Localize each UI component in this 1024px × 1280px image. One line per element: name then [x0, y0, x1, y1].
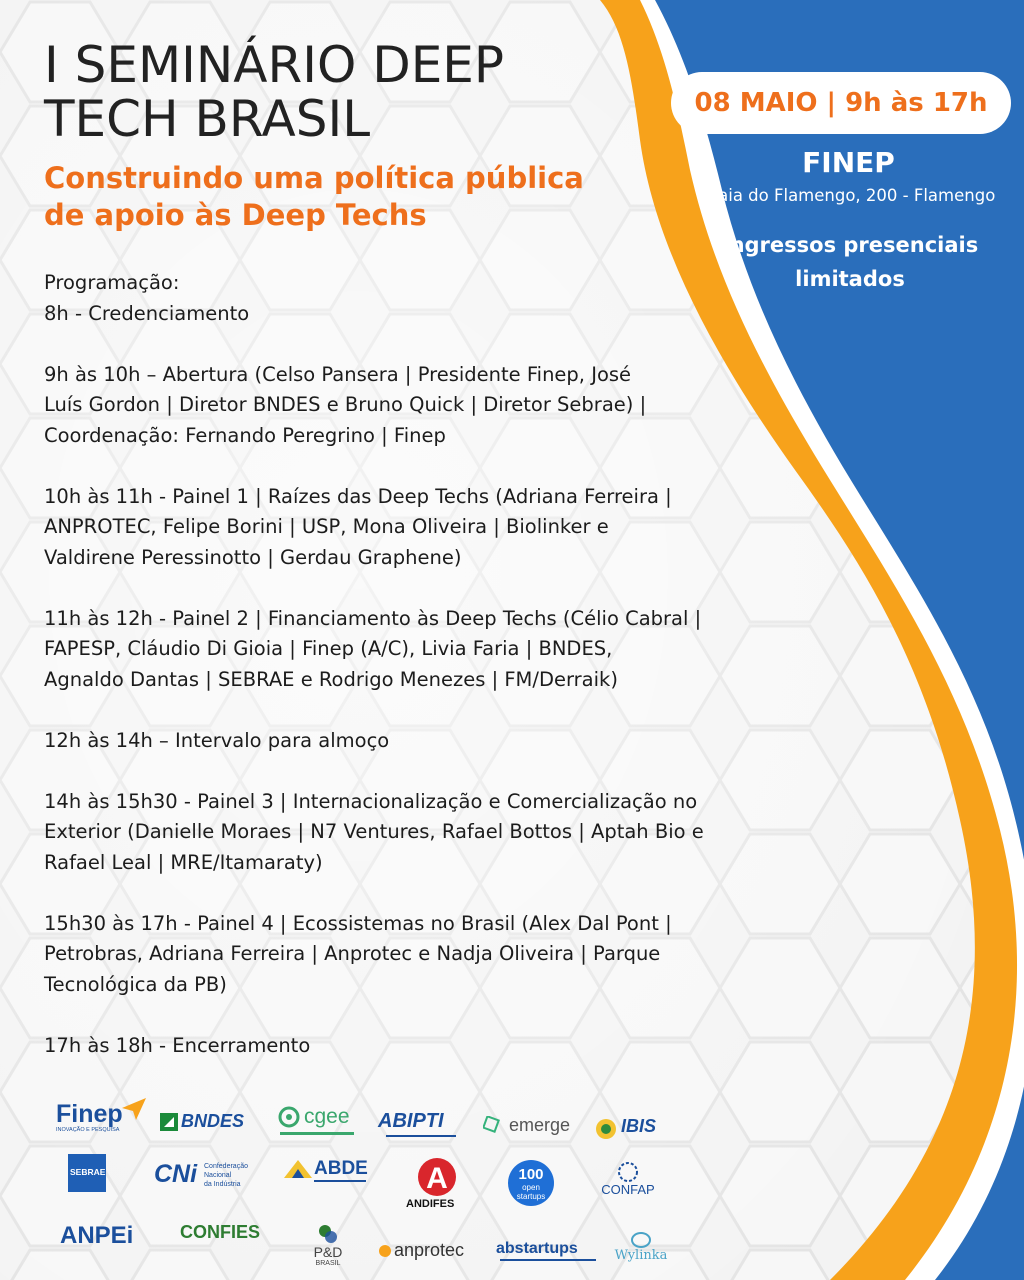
- schedule-item: [44, 360, 784, 452]
- schedule-heading: Programação:: [44, 271, 180, 294]
- schedule-line: 15h30 às 17h - Painel 4 | Ecossistemas no Brasil (Alex Dal Pont |: [44, 911, 672, 935]
- pd-brasil-logo: P&D BRASIL: [306, 1224, 350, 1278]
- confies-logo: CONFIES: [180, 1222, 261, 1242]
- tickets-line-1: Ingressos presenciais: [721, 233, 979, 257]
- schedule-line: FAPESP, Cláudio Di Gioia | Finep (A/C), Livia Faria | BNDES,: [44, 637, 613, 660]
- schedule-item: [44, 1031, 784, 1062]
- schedule-line: 9h às 10h – Abertura (Celso Pansera | Presidente Finep, José: [44, 362, 632, 386]
- schedule-line: 17h às 18h - Encerramento: [44, 1033, 311, 1057]
- date-time-badge: 08 MAIO | 9h às 17h: [671, 72, 1011, 134]
- abde-triangle-icon: [284, 1160, 312, 1178]
- bndes-mark-icon: [160, 1113, 178, 1131]
- emerge-mark-icon: [483, 1116, 503, 1136]
- anprotec-dot-icon: [378, 1244, 392, 1258]
- confap-logo: CONFAP: [590, 1160, 666, 1214]
- schedule-line: Tecnológica da PB): [44, 972, 227, 996]
- cgee-swirl-icon: [278, 1106, 300, 1128]
- subtitle-line-1: Construindo uma política pública: [44, 161, 584, 195]
- emerge-logo: emerge: [483, 1114, 579, 1142]
- title-line-2: TECH BRASIL: [44, 90, 371, 148]
- sebrae-logo: SEBRAE: [68, 1154, 106, 1192]
- subtitle-line-2: de apoio às Deep Techs: [44, 198, 427, 232]
- wylinka-logo: Wylinka: [610, 1232, 672, 1270]
- schedule-item: [44, 909, 784, 1001]
- abipti-logo: ABIPTI: [378, 1110, 464, 1142]
- abde-logo: ABDE: [284, 1158, 368, 1190]
- schedule-line: Coordenação: Fernando Peregrino | Finep: [44, 423, 446, 447]
- title-line-1: I SEMINÁRIO DEEP: [44, 36, 505, 94]
- event-title: [44, 38, 504, 146]
- schedule-line: 14h às 15h30 - Painel 3 | Internacionalização e Comercialização no: [44, 789, 698, 813]
- schedule-line: ANPROTEC, Felipe Borini | USP, Mona Oliveira | Biolinker e: [44, 515, 609, 538]
- schedule-item: [44, 604, 784, 696]
- schedule-line: 8h - Credenciamento: [44, 301, 250, 325]
- finep-plane-icon: [122, 1098, 146, 1120]
- schedule-line: 12h às 14h – Intervalo para almoço: [44, 728, 390, 752]
- abstartups-logo: abstartups: [496, 1240, 600, 1264]
- event-subtitle: [44, 160, 584, 234]
- schedule: [44, 268, 784, 1092]
- tickets-line-2: limitados: [795, 267, 905, 291]
- schedule-item: [44, 787, 784, 879]
- anprotec-logo: anprotec: [378, 1240, 490, 1264]
- schedule-line: 11h às 12h - Painel 2 | Financiamento às Deep Techs (Célio Cabral |: [44, 606, 702, 630]
- andifes-a-icon: [415, 1158, 459, 1196]
- schedule-item: [44, 299, 784, 330]
- pd-brasil-icon: [318, 1224, 338, 1244]
- confap-stars-icon: [613, 1160, 643, 1182]
- finep-logo: Finep INOVAÇÃO E PESQUISA: [56, 1100, 156, 1142]
- anpei-logo: ANPEi: [60, 1222, 134, 1249]
- schedule-line: Luís Gordon | Diretor BNDES e Bruno Quick | Diretor Sebrae) |: [44, 393, 647, 416]
- svg-text:A: A: [426, 1162, 448, 1195]
- cni-logo: CNi Confederação Nacional da Indústria: [154, 1160, 248, 1188]
- open-startups-logo: 100 open startups: [508, 1160, 554, 1206]
- venue-name: FINEP: [802, 146, 895, 179]
- andifes-logo: A ANDIFES: [406, 1158, 468, 1214]
- schedule-line: Exterior (Danielle Moraes | N7 Ventures, Rafael Bottos | Aptah Bio e: [44, 820, 704, 843]
- ibis-logo: IBIS: [595, 1114, 667, 1146]
- venue-block: [676, 143, 1021, 209]
- bndes-logo: BNDES: [160, 1110, 252, 1136]
- venue-address: Praia do Flamengo, 200 - Flamengo: [701, 186, 996, 205]
- schedule-line: Petrobras, Adriana Ferreira | Anprotec e Nadja Oliveira | Parque: [44, 942, 661, 965]
- schedule-line: Rafael Leal | MRE/Itamaraty): [44, 850, 323, 874]
- schedule-line: Agnaldo Dantas | SEBRAE e Rodrigo Menezes | FM/Derraik): [44, 667, 618, 691]
- cgee-logo: cgee: [278, 1104, 360, 1138]
- schedule-line: 10h às 11h - Painel 1 | Raízes das Deep Techs (Adriana Ferreira |: [44, 484, 672, 508]
- schedule-item: [44, 482, 784, 574]
- schedule-item: [44, 726, 784, 757]
- wylinka-globe-icon: [631, 1232, 651, 1248]
- schedule-line: Valdirene Peressinotto | Gerdau Graphene): [44, 545, 462, 569]
- ibis-bird-icon: [595, 1118, 617, 1140]
